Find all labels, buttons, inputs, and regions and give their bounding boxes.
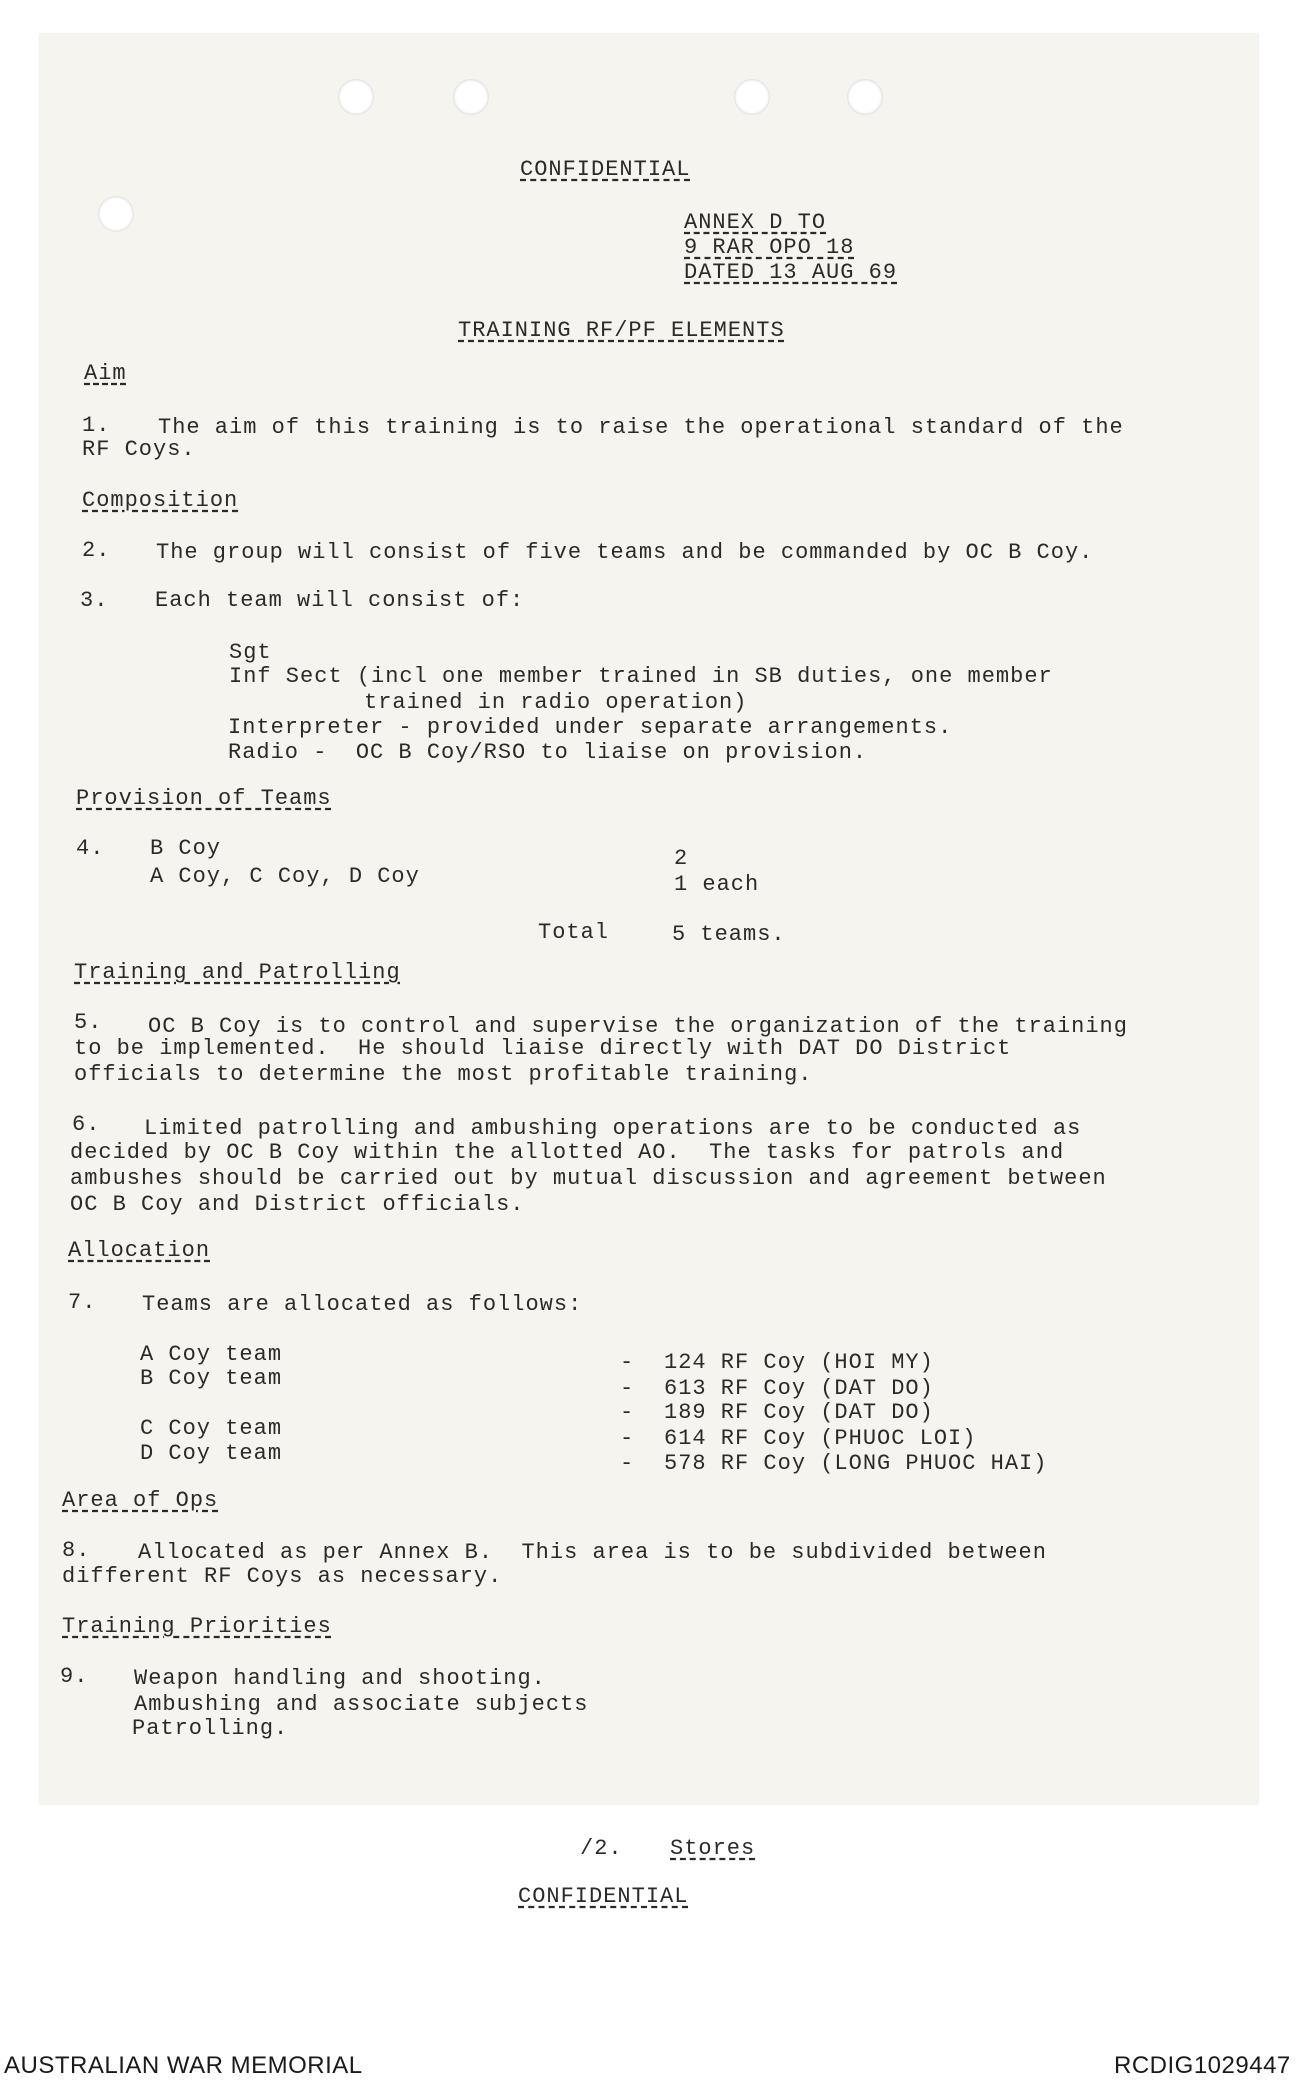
punch-hole	[453, 79, 489, 115]
paragraph-6-line3: ambushes should be carried out by mutual discussion and agreement between	[70, 1166, 1107, 1191]
paragraph-6-line4: OC B Coy and District officials.	[70, 1192, 525, 1217]
annex-reference-line3: DATED 13 AUG 69	[684, 260, 898, 285]
team-member-radio: Radio - OC B Coy/RSO to liaise on provision.	[228, 740, 868, 765]
allocation-dash: -	[620, 1400, 635, 1425]
paragraph-number: 9.	[60, 1664, 89, 1689]
provision-total-value: 5 teams.	[672, 922, 786, 947]
allocation-dash: -	[620, 1451, 635, 1476]
section-heading-training: Training and Patrolling	[74, 960, 401, 985]
paragraph-number: 5.	[74, 1010, 103, 1035]
team-member-interpreter: Interpreter - provided under separate arrangements.	[228, 715, 953, 740]
allocation-assignment-d: 578 RF Coy (LONG PHUOC HAI)	[664, 1451, 1048, 1476]
paragraph-5-line2: to be implemented. He should liaise directly with DAT DO District	[74, 1036, 1012, 1061]
section-heading-aim: Aim	[84, 361, 127, 386]
paragraph-3-text: Each team will consist of:	[155, 588, 525, 613]
team-member-inf-sect: Inf Sect (incl one member trained in SB duties, one member	[229, 664, 1053, 689]
paragraph-5-line3: officials to determine the most profitable training.	[74, 1062, 813, 1087]
annex-reference-line2: 9 RAR OPO 18	[684, 235, 855, 260]
paragraph-8-line2: different RF Coys as necessary.	[62, 1564, 503, 1589]
priority-item-1: Weapon handling and shooting.	[134, 1666, 546, 1691]
allocation-assignment-a: 124 RF Coy (HOI MY)	[664, 1350, 934, 1375]
archive-attribution: AUSTRALIAN WAR MEMORIAL	[4, 2052, 363, 2079]
team-member-sgt: Sgt	[229, 640, 272, 665]
section-heading-allocation: Allocation	[68, 1238, 211, 1263]
allocation-dash: -	[620, 1426, 635, 1451]
allocation-team-c: C Coy team	[140, 1416, 283, 1441]
section-heading-area-of-ops: Area of Ops	[62, 1488, 219, 1513]
allocation-assignment-b2: 189 RF Coy (DAT DO)	[664, 1400, 934, 1425]
allocation-assignment-c: 614 RF Coy (PHUOC LOI)	[664, 1426, 977, 1451]
allocation-dash: -	[620, 1350, 635, 1375]
section-heading-provision: Provision of Teams	[76, 786, 332, 811]
paragraph-6-line1: Limited patrolling and ambushing operations are to be conducted as	[144, 1116, 1082, 1141]
paragraph-number: 6.	[72, 1112, 101, 1137]
paragraph-1-line1: The aim of this training is to raise the operational standard of the	[158, 415, 1124, 440]
punch-hole	[338, 79, 374, 115]
section-heading-training-priorities: Training Priorities	[62, 1614, 332, 1639]
provision-count-b-coy: 2	[674, 846, 689, 871]
classification-top: CONFIDENTIAL	[520, 157, 691, 182]
priority-item-3: Patrolling.	[132, 1716, 289, 1741]
archive-reference-id: RCDIG1029447	[1114, 2052, 1291, 2079]
paragraph-8-line1: Allocated as per Annex B. This area is to be subdivided between	[138, 1540, 1047, 1565]
provision-total-label: Total	[538, 920, 610, 945]
team-member-inf-sect-cont: trained in radio operation)	[364, 690, 748, 715]
punch-hole	[847, 79, 883, 115]
paragraph-number: 2.	[82, 538, 111, 563]
document-title: TRAINING RF/PF ELEMENTS	[458, 318, 785, 343]
punch-hole	[98, 196, 134, 232]
continuation-next-section: Stores	[670, 1836, 756, 1861]
paragraph-number: 1.	[82, 413, 111, 438]
punch-hole	[734, 79, 770, 115]
document-page	[40, 34, 1258, 1804]
paragraph-7-text: Teams are allocated as follows:	[142, 1292, 583, 1317]
paragraph-6-line2: decided by OC B Coy within the allotted AO. The tasks for patrols and	[70, 1140, 1065, 1165]
provision-unit-b-coy: B Coy	[150, 836, 222, 861]
allocation-dash: -	[620, 1376, 635, 1401]
classification-bottom: CONFIDENTIAL	[518, 1884, 689, 1909]
continuation-page-number: /2.	[580, 1836, 623, 1861]
allocation-team-b: B Coy team	[140, 1366, 283, 1391]
annex-reference-line1: ANNEX D TO	[684, 210, 827, 235]
paragraph-number: 7.	[68, 1290, 97, 1315]
paragraph-number: 3.	[80, 588, 109, 613]
priority-item-2: Ambushing and associate subjects	[134, 1692, 589, 1717]
paragraph-number: 8.	[62, 1538, 91, 1563]
paragraph-number: 4.	[76, 836, 105, 861]
section-heading-composition: Composition	[82, 488, 239, 513]
allocation-team-a: A Coy team	[140, 1342, 283, 1367]
provision-unit-acd-coy: A Coy, C Coy, D Coy	[150, 864, 420, 889]
allocation-assignment-b1: 613 RF Coy (DAT DO)	[664, 1376, 934, 1401]
paragraph-1-line2: RF Coys.	[82, 437, 196, 462]
paragraph-2-text: The group will consist of five teams and be commanded by OC B Coy.	[156, 540, 1094, 565]
provision-count-acd-coy: 1 each	[674, 872, 760, 897]
allocation-team-d: D Coy team	[140, 1441, 283, 1466]
paragraph-5-line1: OC B Coy is to control and supervise the organization of the training	[148, 1014, 1128, 1039]
